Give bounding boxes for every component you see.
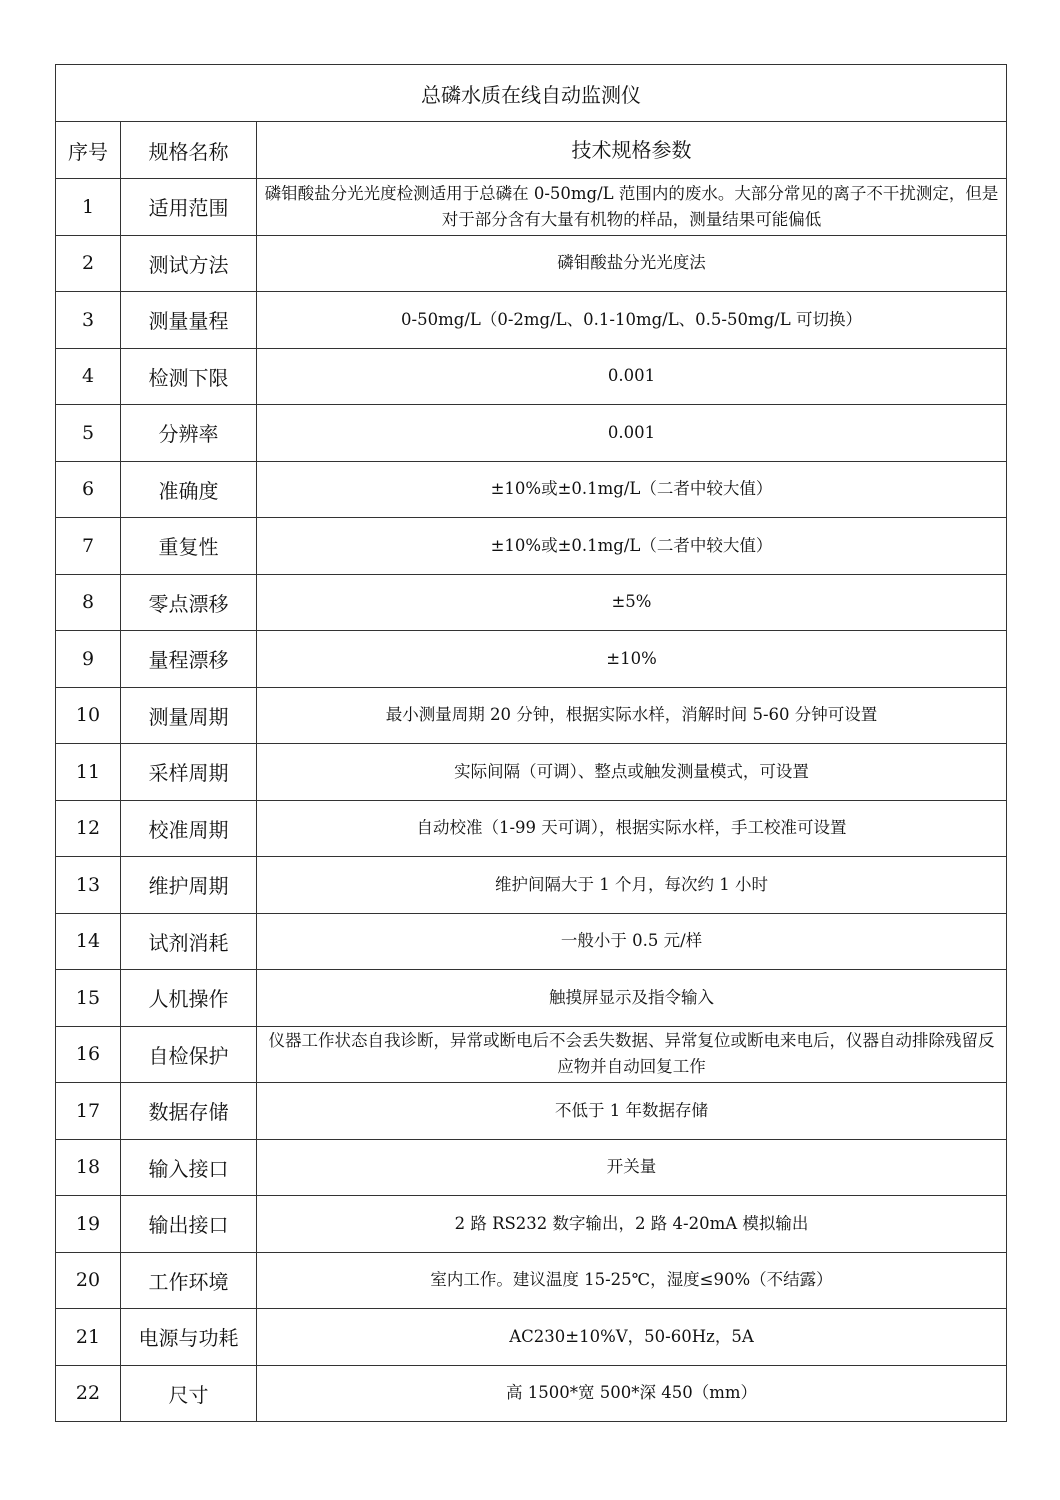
spec-value: ±10%或±0.1mg/L（二者中较大值） <box>257 518 1007 575</box>
spec-name: 输入接口 <box>121 1139 257 1196</box>
spec-table <box>55 64 1007 1422</box>
table-row <box>56 970 1007 1027</box>
row-number: 3 <box>56 292 121 349</box>
spec-name: 维护周期 <box>121 857 257 914</box>
spec-value: AC230±10%V，50-60Hz，5A <box>257 1309 1007 1366</box>
table-row <box>56 1252 1007 1309</box>
spec-name: 分辨率 <box>121 405 257 462</box>
row-number: 20 <box>56 1252 121 1309</box>
spec-value: 2 路 RS232 数字输出，2 路 4-20mA 模拟输出 <box>257 1196 1007 1253</box>
spec-value: ±10%或±0.1mg/L（二者中较大值） <box>257 461 1007 518</box>
spec-value: 开关量 <box>257 1139 1007 1196</box>
spec-name: 测量量程 <box>121 292 257 349</box>
spec-value: 磷钼酸盐分光光度法 <box>257 235 1007 292</box>
table-row <box>56 235 1007 292</box>
header-row <box>56 122 1007 179</box>
spec-name: 适用范围 <box>121 179 257 236</box>
spec-value: ±10% <box>257 631 1007 688</box>
table-row <box>56 744 1007 801</box>
spec-value: 0.001 <box>257 348 1007 405</box>
title-row <box>56 65 1007 122</box>
spec-value: 仪器工作状态自我诊断，异常或断电后不会丢失数据、异常复位或断电来电后，仪器自动排除残留反应物并自动回复工作 <box>257 1026 1007 1083</box>
table-row <box>56 179 1007 236</box>
table-row <box>56 800 1007 857</box>
spec-value: 触摸屏显示及指令输入 <box>257 970 1007 1027</box>
row-number: 1 <box>56 179 121 236</box>
spec-value: 高 1500*宽 500*深 450（mm） <box>257 1365 1007 1422</box>
table-row <box>56 1139 1007 1196</box>
table-row <box>56 1083 1007 1140</box>
spec-name: 工作环境 <box>121 1252 257 1309</box>
table-row <box>56 1026 1007 1083</box>
spec-value: 维护间隔大于 1 个月，每次约 1 小时 <box>257 857 1007 914</box>
table-row <box>56 1309 1007 1366</box>
spec-name: 自检保护 <box>121 1026 257 1083</box>
row-number: 15 <box>56 970 121 1027</box>
spec-name: 输出接口 <box>121 1196 257 1253</box>
table-row <box>56 913 1007 970</box>
spec-name: 准确度 <box>121 461 257 518</box>
table-row <box>56 405 1007 462</box>
spec-value: 最小测量周期 20 分钟，根据实际水样，消解时间 5-60 分钟可设置 <box>257 687 1007 744</box>
table-row <box>56 1196 1007 1253</box>
row-number: 21 <box>56 1309 121 1366</box>
row-number: 17 <box>56 1083 121 1140</box>
row-number: 9 <box>56 631 121 688</box>
row-number: 18 <box>56 1139 121 1196</box>
table-row <box>56 461 1007 518</box>
table-row <box>56 857 1007 914</box>
header-value: 技术规格参数 <box>257 122 1007 179</box>
row-number: 14 <box>56 913 121 970</box>
table-row <box>56 1365 1007 1422</box>
spec-name: 检测下限 <box>121 348 257 405</box>
spec-name: 校准周期 <box>121 800 257 857</box>
table-row <box>56 631 1007 688</box>
row-number: 8 <box>56 574 121 631</box>
row-number: 16 <box>56 1026 121 1083</box>
spec-name: 量程漂移 <box>121 631 257 688</box>
row-number: 12 <box>56 800 121 857</box>
row-number: 13 <box>56 857 121 914</box>
spec-value: 室内工作。建议温度 15-25℃，湿度≤90%（不结露） <box>257 1252 1007 1309</box>
spec-value: 磷钼酸盐分光光度检测适用于总磷在 0-50mg/L 范围内的废水。大部分常见的离子不干扰测定，但是对于部分含有大量有机物的样品，测量结果可能偏低 <box>257 179 1007 236</box>
header-no: 序号 <box>56 122 121 179</box>
spec-name: 数据存储 <box>121 1083 257 1140</box>
table-row <box>56 348 1007 405</box>
spec-name: 测量周期 <box>121 687 257 744</box>
header-name: 规格名称 <box>121 122 257 179</box>
row-number: 4 <box>56 348 121 405</box>
spec-table-body <box>56 65 1007 1422</box>
row-number: 2 <box>56 235 121 292</box>
row-number: 10 <box>56 687 121 744</box>
row-number: 11 <box>56 744 121 801</box>
row-number: 22 <box>56 1365 121 1422</box>
spec-value: 自动校准（1-99 天可调），根据实际水样，手工校准可设置 <box>257 800 1007 857</box>
row-number: 6 <box>56 461 121 518</box>
spec-value: 实际间隔（可调）、整点或触发测量模式，可设置 <box>257 744 1007 801</box>
spec-name: 尺寸 <box>121 1365 257 1422</box>
spec-name: 试剂消耗 <box>121 913 257 970</box>
table-row <box>56 292 1007 349</box>
table-title: 总磷水质在线自动监测仪 <box>56 65 1007 122</box>
spec-value: 不低于 1 年数据存储 <box>257 1083 1007 1140</box>
spec-name: 测试方法 <box>121 235 257 292</box>
table-row <box>56 687 1007 744</box>
table-row <box>56 518 1007 575</box>
spec-name: 电源与功耗 <box>121 1309 257 1366</box>
table-row <box>56 574 1007 631</box>
spec-value: 一般小于 0.5 元/样 <box>257 913 1007 970</box>
spec-name: 重复性 <box>121 518 257 575</box>
row-number: 19 <box>56 1196 121 1253</box>
spec-value: ±5% <box>257 574 1007 631</box>
spec-name: 采样周期 <box>121 744 257 801</box>
row-number: 7 <box>56 518 121 575</box>
spec-value: 0.001 <box>257 405 1007 462</box>
spec-value: 0-50mg/L（0-2mg/L、0.1-10mg/L、0.5-50mg/L 可切换） <box>257 292 1007 349</box>
row-number: 5 <box>56 405 121 462</box>
spec-name: 人机操作 <box>121 970 257 1027</box>
spec-name: 零点漂移 <box>121 574 257 631</box>
